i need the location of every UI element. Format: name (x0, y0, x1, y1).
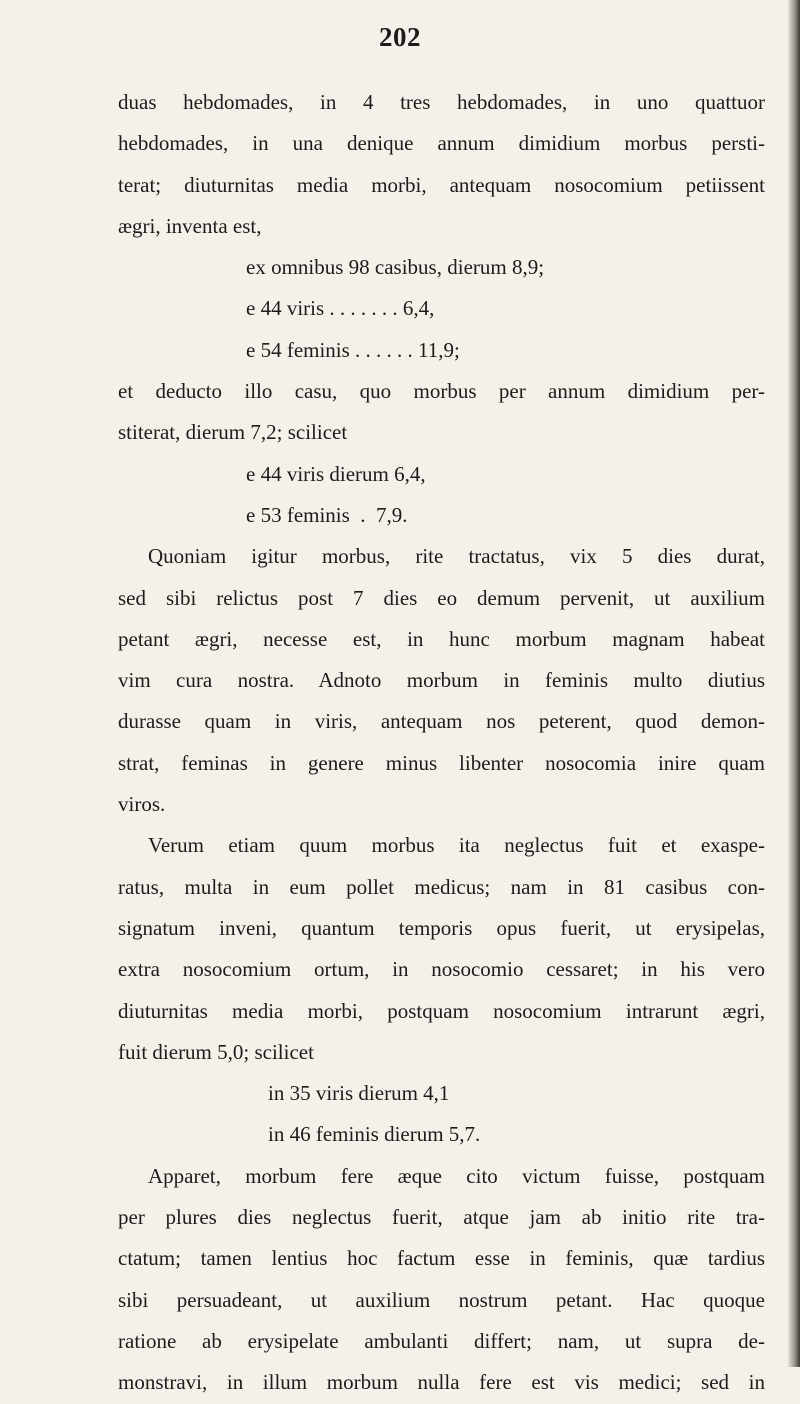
statistic-line: e 54 feminis . . . . . . 11,9; (246, 337, 460, 362)
statistic-line: in 46 feminis dierum 5,7. (268, 1122, 481, 1147)
text-line: ægri, inventa est, (118, 213, 262, 238)
text-line: et deducto illo casu, quo morbus per annum dimidium per- (118, 379, 765, 404)
page-number: 202 (379, 22, 421, 52)
text-line: diuturnitas media morbi, postquam nosocomium intrarunt ægri, (118, 998, 765, 1023)
statistic-line: e 53 feminis . 7,9. (246, 502, 408, 527)
paragraph-first-line: Verum etiam quum morbus ita neglectus fuit et exaspe- (148, 833, 765, 858)
text-line: viros. (118, 792, 166, 817)
text-line: duas hebdomades, in 4 tres hebdomades, in uno quattuor (118, 90, 765, 114)
text-line: durasse quam in viris, antequam nos peterent, quod demon- (118, 709, 765, 734)
statistic-line: e 44 viris . . . . . . . 6,4, (246, 296, 435, 321)
text-line: monstravi, in illum morbum nulla fere est vis medici; sed in (118, 1370, 765, 1395)
text-line: fuit dierum 5,0; scilicet (118, 1039, 314, 1064)
text-line: ratione ab erysipelate ambulanti differt; nam, ut supra de- (118, 1328, 765, 1353)
text-line: sed sibi relictus post 7 dies eo demum pervenit, ut auxilium (118, 585, 765, 610)
page-edge-shadow (788, 0, 800, 1367)
text-line: hebdomades, in una denique annum dimidium morbus persti- (118, 131, 765, 156)
text-line: petant ægri, necesse est, in hunc morbum magnam habeat (118, 626, 765, 651)
text-line: signatum inveni, quantum temporis opus fuerit, ut erysipelas, (118, 915, 765, 940)
paragraph-first-line: Quoniam igitur morbus, rite tractatus, vix 5 dies durat, (148, 544, 765, 569)
statistic-line: e 44 viris dierum 6,4, (246, 461, 426, 486)
text-line: ratus, multa in eum pollet medicus; nam in 81 casibus con- (118, 874, 765, 899)
text-line: strat, feminas in genere minus libenter nosocomia inire quam (118, 750, 765, 775)
text-line: terat; diuturnitas media morbi, antequam nosocomium petiissent (118, 172, 765, 197)
text-line: per plures dies neglectus fuerit, atque jam ab initio rite tra- (118, 1205, 765, 1230)
statistic-line: ex omnibus 98 casibus, dierum 8,9; (246, 255, 545, 280)
body-text (118, 82, 765, 1404)
text-line: ctatum; tamen lentius hoc factum esse in feminis, quæ tardius (118, 1246, 765, 1271)
text-line: extra nosocomium ortum, in nosocomio cessaret; in his vero (118, 957, 765, 982)
paragraph-first-line: Apparet, morbum fere æque cito victum fuisse, postquam (148, 1163, 765, 1188)
text-line: stiterat, dierum 7,2; scilicet (118, 420, 348, 445)
text-line: sibi persuadeant, ut auxilium nostrum petant. Hac quoque (118, 1287, 765, 1312)
statistic-line: in 35 viris dierum 4,1 (268, 1081, 450, 1106)
text-line: vim cura nostra. Adnoto morbum in feminis multo diutius (118, 668, 765, 693)
